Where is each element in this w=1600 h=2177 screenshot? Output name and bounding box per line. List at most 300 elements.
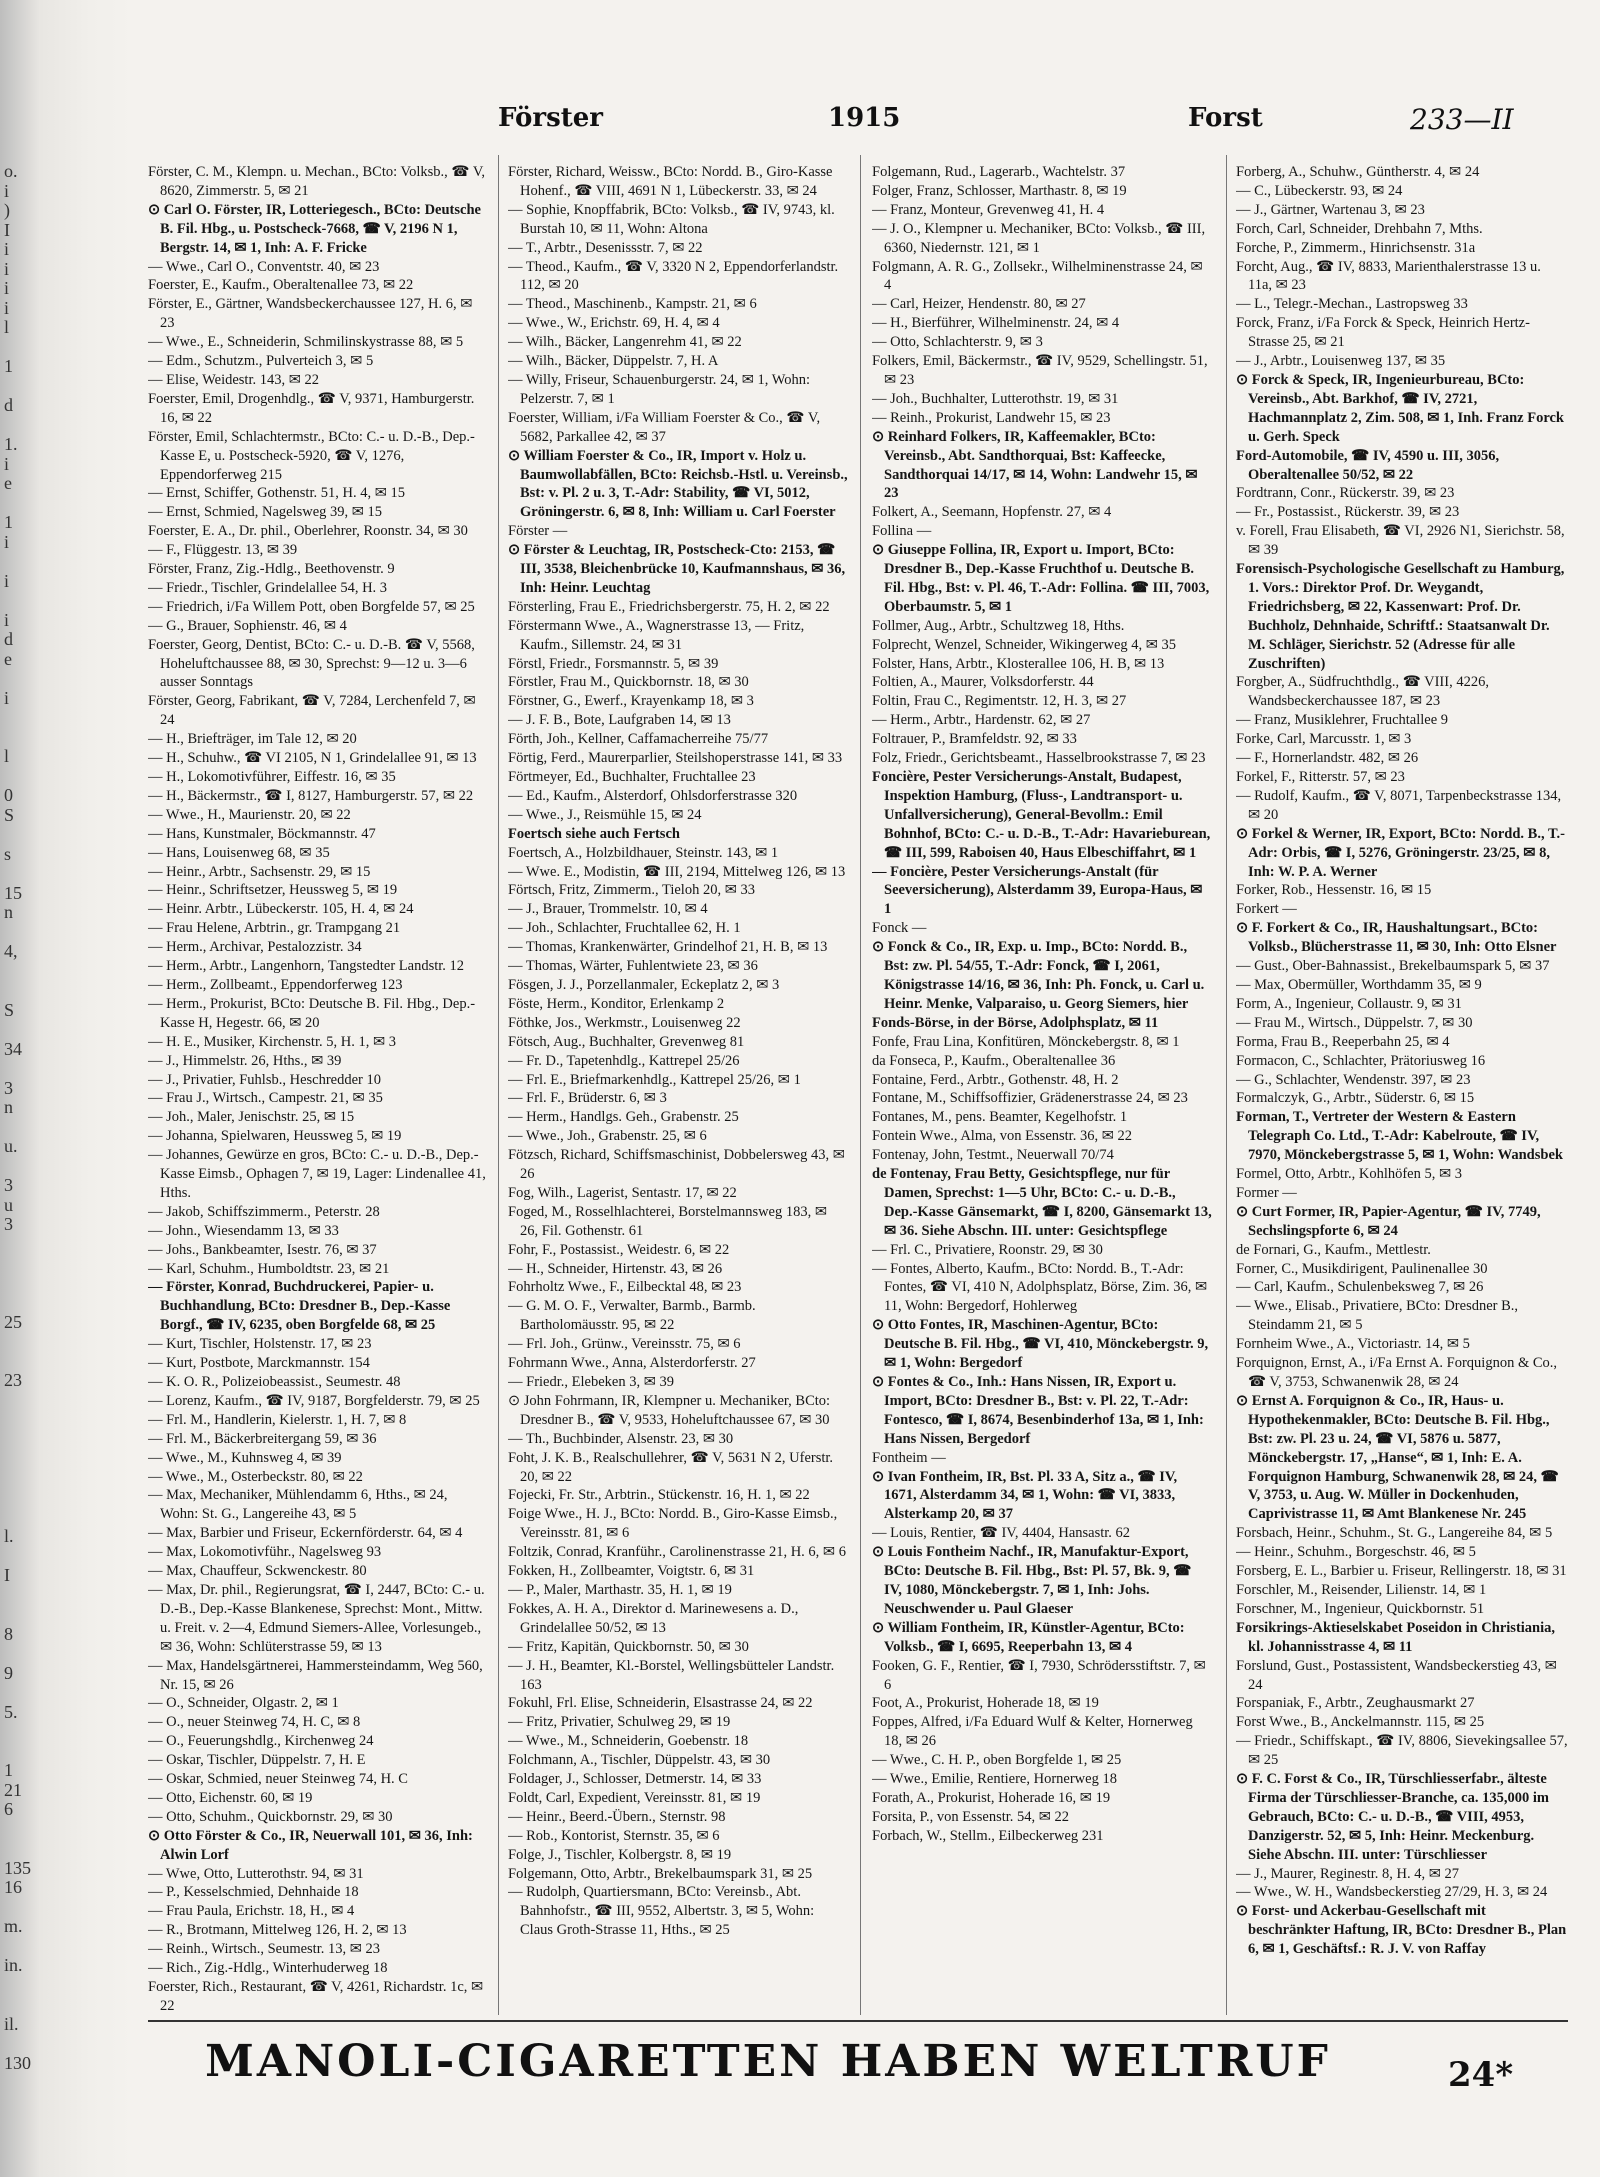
directory-entry: Försterling, Frau E., Friedrichsbergerstr. 75, H. 2, ✉ 22 xyxy=(508,598,830,615)
directory-entry: — Herm., Prokurist, BCto: Deutsche B. Fil. Hbg., Dep.-Kasse H, Hegestr. 66, ✉ 20 xyxy=(148,995,476,1031)
margin-fragment: 34 xyxy=(4,1038,22,1059)
margin-fragment: n xyxy=(4,1097,13,1117)
directory-entry: ⊙ Otto Förster & Co., IR, Neuerwall 101, ✉ 36, Inh: Alwin Lorf xyxy=(148,1827,473,1863)
directory-entry: — Fr. D., Tapetenhdlg., Kattrepel 25/26 xyxy=(508,1052,740,1069)
directory-entry: Folgemann, Rud., Lagerarb., Wachtelstr. 37 xyxy=(872,164,1126,180)
directory-entry: Foldt, Carl, Expedient, Vereinsstr. 81, ✉ 19 xyxy=(508,1789,761,1806)
directory-entry: — T., Arbtr., Desenissstr. 7, ✉ 22 xyxy=(508,239,703,256)
directory-entry: Formacon, C., Schlachter, Prätoriusweg 16 xyxy=(1236,1052,1486,1069)
margin-fragment: I xyxy=(4,219,10,240)
directory-entry: Forgber, A., Südfruchthdlg., ☎ VIII, 4226, Wandsbeckerchaussee 187, ✉ 23 xyxy=(1236,674,1489,710)
margin-fragment: 3 xyxy=(4,1214,13,1234)
directory-entry: — Frl. E., Briefmarkenhdlg., Kattrepel 25/26, ✉ 1 xyxy=(508,1071,801,1088)
margin-fragment: 4, xyxy=(4,941,18,961)
directory-entry: — J., Privatier, Fuhlsb., Heschredder 10 xyxy=(148,1071,381,1088)
directory-entry: ⊙ Louis Fontheim Nachf., IR, Manufaktur-Export, BCto: Deutsche B. Fil. Hbg., Bst: Pl. 57, Bk. 9, ☎ IV, 1080, Mönckebergstr. 7, ✉ 1, Inh: Johs. Neuschwender u. Paul Glaeser xyxy=(872,1544,1192,1617)
margin-fragment: s xyxy=(4,843,12,864)
directory-entry: Förster, Georg, Fabrikant, ☎ V, 7284, Lerchenfeld 7, ✉ 24 xyxy=(148,693,476,729)
directory-entry: — J. H., Beamter, Kl.-Borstel, Wellingsbütteler Landstr. 163 xyxy=(508,1657,835,1693)
margin-fragment: S xyxy=(4,804,15,825)
directory-entry: Forker, Rob., Hessenstr. 16, ✉ 15 xyxy=(1236,882,1432,899)
directory-entry: Foertsch siehe auch Fertsch xyxy=(508,825,680,842)
directory-entry: — H., Schneider, Hirtenstr. 43, ✉ 26 xyxy=(508,1260,723,1277)
directory-entry: Fordtrann, Conr., Rückerstr. 39, ✉ 23 xyxy=(1236,485,1455,502)
directory-entry: — Wilh., Bäcker, Langenrehm 41, ✉ 22 xyxy=(508,334,742,351)
directory-entry: ⊙ Giuseppe Follina, IR, Export u. Import, BCto: Dresdner B., Dep.-Kasse Fruchthof u. Deutsche B. Fil. Hbg., Bst: v. Pl. 46, T.-Adr: Follina. ☎ III, 7003, Oberbaumstr. 5, ✉ 1 xyxy=(872,542,1210,615)
margin-fragment: 135 xyxy=(4,1857,31,1878)
margin-fragment: 3 xyxy=(4,1077,13,1098)
directory-entry: Foppes, Alfred, i/Fa Eduard Wulf & Kelter, Hornerweg 18, ✉ 26 xyxy=(872,1714,1193,1750)
signature-mark: 24* xyxy=(1448,2055,1514,2095)
margin-fragment: i xyxy=(4,258,10,279)
directory-entry: Folgemann, Otto, Arbtr., Brekelbaumspark 31, ✉ 25 xyxy=(508,1865,813,1882)
directory-entry: — Hans, Kunstmaler, Böckmannstr. 47 xyxy=(148,825,376,842)
directory-entry: — Max, Lokomotivführ., Nagelsweg 93 xyxy=(148,1544,382,1561)
directory-entry: Förster — xyxy=(508,523,568,540)
margin-fragment: d xyxy=(4,629,13,649)
directory-entry: Forch, Carl, Schneider, Drehbahn 7, Mths. xyxy=(1236,220,1483,237)
directory-column-3 xyxy=(872,163,1212,2013)
directory-entry: da Fonseca, P., Kaufm., Oberaltenallee 36 xyxy=(872,1052,1116,1069)
directory-entry: ⊙ William Foerster & Co., IR, Import v. Holz u. Baumwollabfällen, BCto: Reichsb.-Hstl. u. Vereinsb., Bst: v. Pl. 2 u. 3, T.-Adr: Stability, ☎ VI, 5012, Gröningerstr. 6, ✉ 8, Inh: William u. Carl Foerster xyxy=(508,447,848,521)
margin-fragment: I xyxy=(4,1565,10,1585)
directory-entry: — Max, Barbier und Friseur, Eckernförderstr. 64, ✉ 4 xyxy=(148,1525,463,1542)
directory-columns xyxy=(148,163,1568,2013)
directory-entry: — Wwe., E., Schneiderin, Schmilinskystrasse 88, ✉ 5 xyxy=(148,334,464,351)
directory-entry: Fontenay, John, Testmt., Neuerwall 70/74 xyxy=(872,1147,1114,1164)
margin-fragment: l xyxy=(4,746,10,766)
directory-entry: — Fritz, Privatier, Schulweg 29, ✉ 19 xyxy=(508,1714,731,1731)
directory-entry: Forsberg, E. L., Barbier u. Friseur, Rellingerstr. 18, ✉ 31 xyxy=(1236,1563,1567,1580)
directory-entry: — Wwe., Joh., Grabenstr. 25, ✉ 6 xyxy=(508,1128,707,1145)
directory-entry: — Friedr., Tischler, Grindelallee 54, H. 3 xyxy=(148,579,388,596)
directory-entry: Ford-Automobile, ☎ IV, 4590 u. III, 3056, Oberaltenallee 50/52, ✉ 22 xyxy=(1236,447,1500,483)
footer-rule xyxy=(148,2020,1568,2022)
directory-entry: — Friedr., Elebeken 3, ✉ 39 xyxy=(508,1374,674,1390)
header-year: 1915 xyxy=(828,103,901,133)
directory-entry: — Reinh., Prokurist, Landwehr 15, ✉ 23 xyxy=(872,409,1111,426)
directory-entry: Foncière, Pester Versicherungs-Anstalt, Budapest, Inspektion Hamburg, (Fluss-, Landtransport- u. Unfallversicherung), General-Bevollm.: Emil Bohnhof, BCto: C.- u. D.-B., T.-Adr: Havarieburean, ☎ III, 599, Raboisen 40, Haus Elbeschiffahrt, ✉ 1 xyxy=(872,769,1211,861)
directory-entry: Fohr, F., Postassist., Weidestr. 6, ✉ 22 xyxy=(508,1241,730,1258)
margin-fragment: 0 xyxy=(4,785,13,805)
directory-entry: de Fontenay, Frau Betty, Gesichtspflege, nur für Damen, Sprechst: 1—5 Uhr, BCto: C.- u. D.-B., Dep.-Kasse Gänsemarkt, ☎ I, 8200, Gänsemarkt 13, ✉ 36. Siehe Abschn. III. unter: Gesichtspflege xyxy=(872,1166,1212,1239)
directory-entry: — Wwe., H., Maurienstr. 20, ✉ 22 xyxy=(148,806,351,823)
directory-entry: — Wwe., W., Erichstr. 69, H. 4, ✉ 4 xyxy=(508,315,720,332)
margin-fragment: l. xyxy=(4,1526,14,1546)
margin-fragment: S xyxy=(4,999,15,1020)
directory-entry: Foertsch, A., Holzbildhauer, Steinstr. 143, ✉ 1 xyxy=(508,844,779,861)
directory-entry: — Oskar, Schmied, neuer Steinweg 74, H. C xyxy=(148,1771,408,1788)
directory-entry: Forslund, Gust., Postassistent, Wandsbeckerstieg 43, ✉ 24 xyxy=(1236,1657,1557,1693)
directory-entry: Fooken, G. F., Rentier, ☎ I, 7930, Schrödersstiftstr. 7, ✉ 6 xyxy=(872,1657,1206,1693)
margin-fragment: in. xyxy=(4,1955,23,1975)
directory-entry: Forke, Carl, Marcusstr. 1, ✉ 3 xyxy=(1236,731,1412,748)
directory-entry: Forberg, A., Schuhw., Güntherstr. 4, ✉ 24 xyxy=(1236,164,1480,180)
directory-entry: Foged, M., Rosselhlachterei, Borstelmannsweg 183, ✉ 26, Fil. Gothenstr. 61 xyxy=(508,1203,828,1239)
margin-fragment: o. xyxy=(4,161,18,181)
advertisement-banner: MANOLI-CIGARETTEN HABEN WELTRUF xyxy=(205,2036,1331,2087)
directory-entry: Foerster, Emil, Drogenhdlg., ☎ V, 9371, Hamburgerstr. 16, ✉ 22 xyxy=(148,390,475,426)
directory-entry: Forma, Frau B., Reeperbahn 25, ✉ 4 xyxy=(1236,1033,1450,1050)
directory-entry: ⊙ Forck & Speck, IR, Ingenieurbureau, BCto: Vereinsb., Abt. Barkhof, ☎ IV, 2721, Hachmannplatz 2, Zim. 508, ✉ 1, Inh. Franz Forck u. Gerh. Speck xyxy=(1236,371,1564,445)
directory-entry: — Reinh., Wirtsch., Seumestr. 13, ✉ 23 xyxy=(148,1941,381,1958)
directory-entry: — H. E., Musiker, Kirchenstr. 5, H. 1, ✉ 3 xyxy=(148,1033,396,1050)
directory-entry: Follmer, Aug., Arbtr., Schultzweg 18, Hths. xyxy=(872,617,1125,634)
margin-fragment: l xyxy=(4,317,10,337)
directory-entry: Förster, C. M., Klempn. u. Mechan., BCto: Volksb., ☎ V, 8620, Zimmerstr. 5, ✉ 21 xyxy=(148,164,486,199)
directory-column-1 xyxy=(148,163,488,2013)
directory-entry: — Frau Paula, Erichstr. 18, H., ✉ 4 xyxy=(148,1903,355,1920)
directory-entry: Foldager, J., Schlosser, Detmerstr. 14, ✉ 33 xyxy=(508,1771,762,1788)
directory-entry: Fontaine, Ferd., Arbtr., Gothenstr. 48, H. 2 xyxy=(872,1071,1119,1088)
directory-entry: Folger, Franz, Schlosser, Marthastr. 8, ✉ 19 xyxy=(872,182,1127,199)
directory-entry: Fonck — xyxy=(872,920,927,937)
directory-entry: — Max, Obermüller, Worthdamm 35, ✉ 9 xyxy=(1236,976,1482,993)
directory-entry: — Hans, Louisenweg 68, ✉ 35 xyxy=(148,844,330,861)
directory-entry: — Willy, Friseur, Schauenburgerstr. 24, ✉ 1, Wohn: Pelzerstr. 7, ✉ 1 xyxy=(508,371,811,407)
directory-entry: v. Forell, Frau Elisabeth, ☎ VI, 2926 N1, Sierichstr. 58, ✉ 39 xyxy=(1236,523,1565,559)
directory-entry: — Fritz, Kapitän, Quickbornstr. 50, ✉ 30 xyxy=(508,1638,749,1655)
directory-entry: — Heinr., Arbtr., Sachsenstr. 29, ✉ 15 xyxy=(148,863,371,880)
directory-entry: ⊙ F. Forkert & Co., IR, Haushaltungsart., BCto: Volksb., Blücherstrasse 11, ✉ 30, Inh: Otto Elsner xyxy=(1236,920,1557,956)
directory-entry: Fontane, M., Schiffsoffizier, Grädenerstrasse 24, ✉ 23 xyxy=(872,1090,1188,1107)
margin-fragment: 25 xyxy=(4,1311,22,1332)
directory-entry: — Kurt, Postbote, Marckmannstr. 154 xyxy=(148,1355,370,1372)
directory-entry: — O., Schneider, Olgastr. 2, ✉ 1 xyxy=(148,1695,339,1712)
directory-entry: — Johanna, Spielwaren, Heussweg 5, ✉ 19 xyxy=(148,1128,402,1145)
directory-entry: — J., Brauer, Trommelstr. 10, ✉ 4 xyxy=(508,901,708,918)
directory-entry: Folprecht, Wenzel, Schneider, Wikingerweg 4, ✉ 35 xyxy=(872,636,1177,653)
directory-entry: Foht, J. K. B., Realschullehrer, ☎ V, 5631 N 2, Uferstr. 20, ✉ 22 xyxy=(508,1449,834,1485)
directory-entry: — F., Hornerlandstr. 482, ✉ 26 xyxy=(1236,750,1419,767)
directory-entry: Forensisch-Psychologische Gesellschaft zu Hamburg, 1. Vors.: Direktor Prof. Dr. Weygandt, Friedrichsberg, ✉ 22, Kassenwart: Prof. Dr. Buchholz, Dehnhaide, Schriftf.: Staatsanwalt Dr. M. Schläger, Sierichstr. 52 (Adresse für alle Zuschriften) xyxy=(1236,561,1565,672)
directory-entry: — J. O., Klempner u. Mechaniker, BCto: Volksb., ☎ III, 6360, Niedernstr. 121, ✉ 1 xyxy=(872,220,1206,256)
directory-entry: — Herm., Zollbeamt., Eppendorferweg 123 xyxy=(148,976,403,993)
directory-entry: Formalczyk, G., Arbtr., Süderstr. 6, ✉ 15 xyxy=(1236,1090,1475,1107)
directory-entry: — Max, Handelsgärtnerei, Hammersteindamm, Weg 560, Nr. 15, ✉ 26 xyxy=(148,1657,483,1693)
directory-entry: Förster, Franz, Zig.-Hdlg., Beethovenstr. 9 xyxy=(148,561,395,578)
directory-entry: — Fontes, Alberto, Kaufm., BCto: Nordd. B., T.-Adr: Fontes, ☎ VI, 410 N, Adolphsplatz, Börse, Zim. 36, ✉ 11, Wohn: Bergedorf, Hohlerweg xyxy=(872,1260,1208,1315)
margin-fragment: i xyxy=(4,297,10,318)
margin-fragment: u xyxy=(4,1194,13,1215)
directory-entry: — Wwe., M., Schneiderin, Goebenstr. 18 xyxy=(508,1733,749,1750)
directory-entry: Fohrmann Wwe., Anna, Alsterdorferstr. 27 xyxy=(508,1355,756,1372)
directory-entry: Foltin, Frau C., Regimentstr. 12, H. 3, ✉ 27 xyxy=(872,693,1127,710)
directory-entry: — Foncière, Pester Versicherungs-Anstalt (für Seeversicherung), Alsterdamm 39, Europa-Haus, ✉ 1 xyxy=(872,863,1203,918)
directory-entry: — G. M. O. F., Verwalter, Barmb., Barmb. Bartholomäusstr. 95, ✉ 22 xyxy=(508,1298,756,1334)
directory-entry: — Wilh., Bäcker, Düppelstr. 7, H. A xyxy=(508,353,719,370)
directory-entry: — O., neuer Steinweg 74, H. C, ✉ 8 xyxy=(148,1714,361,1731)
directory-entry: — Theod., Maschinenb., Kampstr. 21, ✉ 6 xyxy=(508,296,757,313)
directory-entry: Förstner, G., Ewerf., Krayenkamp 18, ✉ 3 xyxy=(508,693,754,710)
directory-entry: — Herm., Arbtr., Hardenstr. 62, ✉ 27 xyxy=(872,712,1091,729)
directory-entry: — Franz, Musiklehrer, Fruchtallee 9 xyxy=(1236,712,1449,729)
directory-entry: — Joh., Buchhalter, Lutterothstr. 19, ✉ 31 xyxy=(872,390,1119,407)
margin-fragment: 23 xyxy=(4,1370,22,1390)
directory-entry: — Fr., Postassist., Rückerstr. 39, ✉ 23 xyxy=(1236,504,1460,521)
directory-entry: — Heinr., Schuhm., Borgeschstr. 46, ✉ 5 xyxy=(1236,1544,1476,1561)
directory-entry: — Ed., Kaufm., Alsterdorf, Ohlsdorferstrasse 320 xyxy=(508,787,798,804)
margin-fragment: i xyxy=(4,278,10,298)
margin-fragment: i xyxy=(4,570,10,591)
directory-entry: — Wwe., J., Reismühle 15, ✉ 24 xyxy=(508,806,702,823)
directory-entry: — J., Himmelstr. 26, Hths., ✉ 39 xyxy=(148,1052,342,1069)
directory-entry: — G., Schlachter, Wendenstr. 397, ✉ 23 xyxy=(1236,1071,1471,1088)
directory-entry: Foltrauer, P., Bramfeldstr. 92, ✉ 33 xyxy=(872,731,1077,748)
directory-entry: Forck, Franz, i/Fa Forck & Speck, Heinrich Hertz-Strasse 25, ✉ 21 xyxy=(1236,315,1530,351)
directory-entry: Förstl, Friedr., Forsmannstr. 5, ✉ 39 xyxy=(508,655,719,672)
directory-entry: — Friedrich, i/Fa Willem Pott, oben Borgfelde 57, ✉ 25 xyxy=(148,598,475,615)
directory-entry: Forschler, M., Reisender, Lilienstr. 14, ✉ 1 xyxy=(1236,1581,1487,1598)
directory-entry: Förth, Joh., Kellner, Caffamacherreihe 75/77 xyxy=(508,731,769,748)
directory-entry: Fontanes, M., pens. Beamter, Kegelhofstr. 1 xyxy=(872,1109,1128,1126)
directory-entry: — Heinr. Arbtr., Lübeckerstr. 105, H. 4, ✉ 24 xyxy=(148,901,414,918)
directory-entry: ⊙ F. C. Forst & Co., IR, Türschliesserfabr., älteste Firma der Türschliesser-Branche, ca. 135,000 im Gebrauch, BCto: C.- u. D.-B., ☎ VIII, 4953, Danzigerstr. 52, ✉ 5, Inh: Heinr. Meckenburg. Siehe Abschn. III. unter: Türschliesser xyxy=(1236,1771,1549,1863)
directory-entry: — J., Arbtr., Louisenweg 137, ✉ 35 xyxy=(1236,353,1446,370)
directory-entry: Förstermann Wwe., A., Wagnerstrasse 13, — Fritz, Kaufm., Sillemstr. 24, ✉ 31 xyxy=(508,617,805,653)
directory-entry: — C., Lübeckerstr. 93, ✉ 24 xyxy=(1236,182,1403,199)
directory-entry: — Wwe. E., Modistin, ☎ III, 2194, Mittelweg 126, ✉ 13 xyxy=(508,863,846,880)
directory-entry: de Fornari, G., Kaufm., Mettlestr. xyxy=(1236,1241,1431,1258)
directory-entry: Fokuhl, Frl. Elise, Schneiderin, Elsastrasse 24, ✉ 22 xyxy=(508,1695,813,1712)
directory-entry: Foerster, E. A., Dr. phil., Oberlehrer, Roonstr. 34, ✉ 30 xyxy=(148,523,468,540)
directory-entry: — Wwe., Emilie, Rentiere, Hornerweg 18 xyxy=(872,1771,1117,1788)
directory-entry: — J., Gärtner, Wartenau 3, ✉ 23 xyxy=(1236,201,1425,218)
directory-entry: ⊙ Ernst A. Forquignon & Co., IR, Haus- u. Hypothekenmakler, BCto: Deutsche B. Fil. Hbg., Bst: zw. Pl. 23 u. 24, ☎ VI, 5876 u. 5877, Mönckebergstr. 17, „Hanse“, ✉ 1, Inh: E. A. Forquignon Hamburg, Schwanenwik 28, ✉ 24, ☎ V, 3753, u. Aug. W. Müller in Dockenhuden, Caprivistrasse 11, ✉ Amt Blankenese Nr. 245 xyxy=(1236,1392,1559,1523)
margin-fragment: ) xyxy=(4,200,10,220)
header-left-keyword: Förster xyxy=(498,103,603,133)
directory-entry: Former — xyxy=(1236,1184,1297,1201)
directory-entry: Förtmeyer, Ed., Buchhalter, Fruchtallee 23 xyxy=(508,769,756,785)
directory-entry: Fojecki, Fr. Str., Arbtrin., Stückenstr. 16, H. 1, ✉ 22 xyxy=(508,1487,810,1504)
directory-entry: — Rob., Kontorist, Sternstr. 35, ✉ 6 xyxy=(508,1827,720,1844)
directory-entry: Förstler, Frau M., Quickbornstr. 18, ✉ 30 xyxy=(508,674,749,691)
directory-entry: — Rudolph, Quartiersmann, BCto: Vereinsb., Abt. Bahnhofstr., ☎ III, 9552, Albertstr. 3, ✉ 5, Wohn: Claus Groth-Strasse 11, Hths., ✉ 25 xyxy=(508,1884,815,1939)
directory-entry: — Ernst, Schmied, Nagelsweg 39, ✉ 15 xyxy=(148,504,383,521)
margin-fragment: 6 xyxy=(4,1799,13,1819)
directory-entry: Foige Wwe., H. J., BCto: Nordd. B., Giro-Kasse Eimsb., Vereinsstr. 81, ✉ 6 xyxy=(508,1506,838,1542)
directory-entry: Förster, Richard, Weissw., BCto: Nordd. B., Giro-Kasse Hohenf., ☎ VIII, 4691 N 1, Lübeckerstr. 33, ✉ 24 xyxy=(508,164,833,199)
margin-fragment: 8 xyxy=(4,1623,13,1644)
directory-entry: — Joh., Maler, Jenischstr. 25, ✉ 15 xyxy=(148,1109,355,1126)
directory-entry: Forbach, W., Stellm., Eilbeckerweg 231 xyxy=(872,1827,1104,1844)
directory-entry: Formel, Otto, Arbtr., Kohlhöfen 5, ✉ 3 xyxy=(1236,1166,1463,1183)
margin-fragment: m. xyxy=(4,1916,23,1936)
directory-entry: Forche, P., Zimmerm., Hinrichsenstr. 31a xyxy=(1236,239,1476,256)
directory-entry: Fokkes, A. H. A., Direktor d. Marinewesens a. D., Grindelallee 50/52, ✉ 13 xyxy=(508,1600,799,1636)
directory-entry: — Wwe., W. H., Wandsbeckerstieg 27/29, H. 3, ✉ 24 xyxy=(1236,1884,1548,1901)
directory-entry: ⊙ Otto Fontes, IR, Maschinen-Agentur, BCto: Deutsche B. Fil. Hbg., ☎ VI, 410, Mönckebergstr. 9, ✉ 1, Wohn: Bergedorf xyxy=(872,1317,1209,1372)
directory-entry: — Th., Buchbinder, Alsenstr. 23, ✉ 30 xyxy=(508,1430,734,1447)
directory-entry: Forkert — xyxy=(1236,901,1297,918)
directory-entry: Folge, J., Tischler, Kolbergstr. 8, ✉ 19 xyxy=(508,1846,732,1863)
directory-entry: — Friedr., Schiffskapt., ☎ IV, 8806, Sievekingsallee 57, ✉ 25 xyxy=(1236,1733,1568,1769)
directory-entry: Förster, Emil, Schlachtermstr., BCto: C.- u. D.-B., Dep.-Kasse E, u. Postscheck-5920, ☎ V, 1276, Eppendorferweg 215 xyxy=(148,428,475,483)
margin-fragment: 1 xyxy=(4,512,13,532)
directory-entry: — L., Telegr.-Mechan., Lastropsweg 33 xyxy=(1236,296,1468,313)
directory-entry: — Thomas, Wärter, Fuhlentwiete 23, ✉ 36 xyxy=(508,958,758,975)
directory-entry: Forschner, M., Ingenieur, Quickbornstr. 51 xyxy=(1236,1600,1485,1617)
directory-entry: Fornheim Wwe., A., Victoriastr. 14, ✉ 5 xyxy=(1236,1336,1470,1353)
directory-entry: ⊙ Forkel & Werner, IR, Export, BCto: Nordd. B., T.-Adr: Orbis, ☎ I, 5276, Gröningerstr. 23/25, ✉ 8, Inh: W. P. A. Werner xyxy=(1236,825,1565,880)
directory-entry: — Max, Mechaniker, Mühlendamm 6, Hths., ✉ 24, Wohn: St. G., Langereihe 43, ✉ 5 xyxy=(148,1487,448,1523)
margin-fragment: 3 xyxy=(4,1175,13,1195)
margin-fragment: 9 xyxy=(4,1662,13,1683)
directory-entry: — Herm., Arbtr., Langenhorn, Tangstedter Landstr. 12 xyxy=(148,958,465,975)
directory-entry: — Wwe., Carl O., Conventstr. 40, ✉ 23 xyxy=(148,258,380,275)
margin-fragment: 21 xyxy=(4,1779,22,1800)
directory-entry: — F., Flüggestr. 13, ✉ 39 xyxy=(148,542,298,559)
directory-entry: — Wwe., C. H. P., oben Borgfelde 1, ✉ 25 xyxy=(872,1752,1122,1769)
directory-entry: — Gust., Ober-Bahnassist., Brekelbaumspark 5, ✉ 37 xyxy=(1236,958,1550,975)
directory-entry: — J. F. B., Bote, Laufgraben 14, ✉ 13 xyxy=(508,712,731,729)
directory-entry: — Karl, Schuhm., Humboldtstr. 23, ✉ 21 xyxy=(148,1260,390,1277)
margin-fragment: i xyxy=(4,609,10,630)
directory-entry: Fontheim — xyxy=(872,1449,946,1466)
directory-entry: Forst Wwe., B., Anckelmannstr. 115, ✉ 25 xyxy=(1236,1714,1485,1731)
margin-fragment: d xyxy=(4,395,13,415)
directory-entry: — Elise, Weidestr. 143, ✉ 22 xyxy=(148,371,320,388)
directory-entry: — Edm., Schutzm., Pulverteich 3, ✉ 5 xyxy=(148,353,374,370)
directory-entry: Fonds-Börse, in der Börse, Adolphsplatz, ✉ 11 xyxy=(872,1014,1159,1031)
directory-entry: — H., Lokomotivführer, Eiffestr. 16, ✉ 35 xyxy=(148,769,396,785)
directory-entry: Folkert, A., Seemann, Hopfenstr. 27, ✉ 4 xyxy=(872,504,1112,521)
header-right-keyword: Forst xyxy=(1188,103,1263,133)
directory-entry: Fötsch, Aug., Buchhalter, Grevenweg 81 xyxy=(508,1033,745,1050)
directory-entry: — Johannes, Gewürze en gros, BCto: C.- u. D.-B., Dep.-Kasse Eimsb., Ophagen 7, ✉ 19, Lager: Lindenallee 41, Hths. xyxy=(148,1147,486,1201)
directory-entry: Föthke, Jos., Werkmstr., Louisenweg 22 xyxy=(508,1014,741,1031)
directory-entry: — Carl, Kaufm., Schulenbeksweg 7, ✉ 26 xyxy=(1236,1279,1484,1296)
margin-fragment: e xyxy=(4,473,12,493)
directory-entry: Foerster, Georg, Dentist, BCto: C.- u. D.-B. ☎ V, 5568, Hoheluftchaussee 88, ✉ 30, Sprechst: 9—12 u. 3—6 ausser Sonntags xyxy=(148,636,475,691)
directory-entry: — O., Feuerungshdlg., Kirchenweg 24 xyxy=(148,1733,374,1750)
directory-entry: Forquignon, Ernst, A., i/Fa Ernst A. Forquignon & Co., ☎ V, 3753, Schwanenwik 28, ✉ 24 xyxy=(1236,1355,1558,1390)
directory-entry: Forcht, Aug., ☎ IV, 8833, Marienthalerstrasse 13 u. 11a, ✉ 23 xyxy=(1236,258,1541,294)
directory-entry: — Otto, Schlachterstr. 9, ✉ 3 xyxy=(872,334,1043,351)
directory-entry: — J., Maurer, Reginestr. 8, H. 4, ✉ 27 xyxy=(1236,1865,1460,1882)
directory-entry: — Frl. C., Privatiere, Roonstr. 29, ✉ 30 xyxy=(872,1241,1103,1258)
directory-entry: Forspaniak, F., Arbtr., Zeughausmarkt 27 xyxy=(1236,1695,1475,1712)
header-page-number: 233—II xyxy=(1410,103,1514,136)
directory-entry: — H., Briefträger, im Tale 12, ✉ 20 xyxy=(148,731,357,748)
directory-entry: — Sophie, Knopffabrik, BCto: Volksb., ☎ IV, 9743, kl. Burstah 10, ✉ 11, Wohn: Altona xyxy=(508,201,835,237)
running-header xyxy=(148,95,1568,145)
directory-entry: — Herm., Handlgs. Geh., Grabenstr. 25 xyxy=(508,1109,739,1126)
directory-entry: — Ernst, Schiffer, Gothenstr. 51, H. 4, ✉ 15 xyxy=(148,485,405,502)
directory-entry: Foerster, Rich., Restaurant, ☎ V, 4261, Richardstr. 1c, ✉ 22 xyxy=(148,1979,484,2013)
directory-entry: Fohrholtz Wwe., F., Eilbecktal 48, ✉ 23 xyxy=(508,1279,742,1296)
directory-entry: — Otto, Eichenstr. 60, ✉ 19 xyxy=(148,1789,313,1806)
directory-entry: — Otto, Schuhm., Quickbornstr. 29, ✉ 30 xyxy=(148,1808,393,1825)
directory-entry: Folchmann, A., Tischler, Düppelstr. 43, ✉ 30 xyxy=(508,1752,771,1769)
directory-entry: ⊙ William Fontheim, IR, Künstler-Agentur, BCto: Volksb., ☎ I, 6695, Reeperbahn 13, ✉ 4 xyxy=(872,1619,1185,1655)
margin-fragment: 1 xyxy=(4,1760,13,1780)
directory-column-2 xyxy=(508,163,848,2013)
directory-entry: ⊙ Fontes & Co., Inh.: Hans Nissen, IR, Export u. Import, BCto: Dresdner B., Bst: v. Pl. 22, T.-Adr: Fontesco, ☎ I, 8674, Besenbinderhof 13a, ✉ 1, Inh: Hans Nissen, Bergedorf xyxy=(872,1374,1204,1447)
directory-entry: — Kurt, Tischler, Holstenstr. 17, ✉ 23 xyxy=(148,1336,372,1353)
directory-entry: Föste, Herm., Konditor, Erlenkamp 2 xyxy=(508,995,725,1012)
directory-entry: — Frl. F., Brüderstr. 6, ✉ 3 xyxy=(508,1090,667,1107)
directory-entry: — Franz, Monteur, Grevenweg 41, H. 4 xyxy=(872,201,1105,218)
margin-fragment: 16 xyxy=(4,1877,22,1897)
directory-entry: ⊙ Carl O. Förster, IR, Lotteriegesch., BCto: Deutsche B. Fil. Hbg., u. Postscheck-7668, ☎ V, 2196 N 1, Bergstr. 14, ✉ 1, Inh: A. F. Fricke xyxy=(148,201,481,256)
directory-entry: Forkel, F., Ritterstr. 57, ✉ 23 xyxy=(1236,769,1405,785)
directory-entry: Fontein Wwe., Alma, von Essenstr. 36, ✉ 22 xyxy=(872,1128,1132,1145)
directory-entry: — Frau M., Wirtsch., Düppelstr. 7, ✉ 30 xyxy=(1236,1014,1473,1031)
directory-entry: — Frl. M., Bäckerbreitergang 59, ✉ 36 xyxy=(148,1430,377,1447)
margin-fragment: 5. xyxy=(4,1701,18,1722)
directory-entry: Foltien, A., Maurer, Volksdorferstr. 44 xyxy=(872,674,1094,691)
directory-entry: — John., Wiesendamm 13, ✉ 33 xyxy=(148,1222,339,1239)
directory-entry: — Wwe., M., Kuhnsweg 4, ✉ 39 xyxy=(148,1449,342,1466)
directory-entry: ⊙ Forst- und Ackerbau-Gesellschaft mit beschränkter Haftung, IR, BCto: Dresdner B., Plan 6, ✉ 1, Geschäftsf.: R. J. V. von Raffay xyxy=(1236,1903,1567,1958)
directory-entry: — Jakob, Schiffszimmerm., Peterstr. 28 xyxy=(148,1203,380,1220)
directory-entry: Fötzsch, Richard, Schiffsmaschinist, Dobbelersweg 43, ✉ 26 xyxy=(508,1147,845,1183)
directory-entry: — H., Bierführer, Wilhelminenstr. 24, ✉ 4 xyxy=(872,315,1120,332)
margin-fragment: n xyxy=(4,902,13,922)
directory-entry: — G., Brauer, Sophienstr. 46, ✉ 4 xyxy=(148,617,347,634)
directory-entry: Förtig, Ferd., Maurerparlier, Steilshoperstrasse 141, ✉ 33 xyxy=(508,750,843,767)
directory-entry: Form, A., Ingenieur, Collaustr. 9, ✉ 31 xyxy=(1236,995,1462,1012)
directory-entry: — Oskar, Tischler, Düppelstr. 7, H. E xyxy=(148,1752,366,1769)
margin-fragment: i xyxy=(4,239,10,259)
directory-entry: Foerster, William, i/Fa William Foerster & Co., ☎ V, 5682, Parkallee 42, ✉ 37 xyxy=(508,409,821,445)
margin-fragment: e xyxy=(4,648,12,669)
directory-entry: — R., Brotmann, Mittelweg 126, H. 2, ✉ 13 xyxy=(148,1922,407,1939)
directory-entry: — Louis, Rentier, ☎ IV, 4404, Hansastr. 62 xyxy=(872,1525,1131,1542)
directory-entry: Forsbach, Heinr., Schuhm., St. G., Langereihe 84, ✉ 5 xyxy=(1236,1525,1553,1542)
directory-entry: Foltzik, Conrad, Kranführ., Carolinenstrasse 21, H. 6, ✉ 6 xyxy=(508,1544,846,1561)
directory-entry: — Frl. Joh., Grünw., Vereinsstr. 75, ✉ 6 xyxy=(508,1336,741,1353)
directory-entry: — H., Bäckermstr., ☎ I, 8127, Hamburgerstr. 57, ✉ 22 xyxy=(148,787,474,804)
margin-fragment: 1 xyxy=(4,356,13,376)
directory-entry: — Lorenz, Kaufm., ☎ IV, 9187, Borgfelderstr. 79, ✉ 25 xyxy=(148,1392,480,1409)
directory-entry: — Rich., Zig.-Hdlg., Winterhuderweg 18 xyxy=(148,1960,388,1977)
margin-fragment: u. xyxy=(4,1136,18,1156)
directory-entry: — Frl. M., Handlerin, Kielerstr. 1, H. 7, ✉ 8 xyxy=(148,1411,407,1428)
directory-entry: Folgmann, A. R. G., Zollsekr., Wilhelminenstrasse 24, ✉ 4 xyxy=(872,258,1203,294)
directory-page xyxy=(148,95,1568,2155)
directory-entry: Forman, T., Vertreter der Western & Eastern Telegraph Co. Ltd., T.-Adr: Kabelroute, ☎ IV, 7970, Mönckebergstrasse 5, ✉ 1, Wohn: Wandsbek xyxy=(1236,1109,1563,1164)
margin-fragment: il. xyxy=(4,2013,19,2034)
directory-entry: Folkers, Emil, Bäckermstr., ☎ IV, 9529, Schellingstr. 51, ✉ 23 xyxy=(872,353,1208,388)
directory-entry: — Rudolf, Kaufm., ☎ V, 8071, Tarpenbeckstrasse 134, ✉ 20 xyxy=(1236,787,1562,823)
margin-fragment: i xyxy=(4,531,10,552)
directory-entry: — Thomas, Krankenwärter, Grindelhof 21, H. B, ✉ 13 xyxy=(508,939,828,956)
directory-entry: — Herm., Archivar, Pestalozzistr. 34 xyxy=(148,939,362,956)
directory-column-4 xyxy=(1236,163,1568,2013)
directory-entry: Foot, A., Prokurist, Hoherade 18, ✉ 19 xyxy=(872,1695,1099,1712)
directory-entry: — P., Kesselschmied, Dehnhaide 18 xyxy=(148,1884,359,1901)
directory-entry: — Max, Dr. phil., Regierungsrat, ☎ I, 2447, BCto: C.- u. D.-B., Dep.-Kasse Blankenese, Sprechst: Mont., Mittw. u. Freit. v. 2—4, Edmund Siemers-Allee, Vorlesungeb., ✉ 36, Wohn: Schlüterstrasse 59, ✉ 13 xyxy=(148,1581,485,1655)
margin-fragment: i xyxy=(4,453,10,474)
directory-entry: Forath, A., Prokurist, Hoherade 16, ✉ 19 xyxy=(872,1789,1111,1806)
directory-entry: ⊙ Fonck & Co., IR, Exp. u. Imp., BCto: Nordd. B., Bst: zw. Pl. 54/55, T.-Adr: Fonck, ☎ I, 2061, Königstrasse 14/16, ✉ 36, Inh: Ph. Fonck, u. Carl u. Heinr. Menke, Valparaiso, u. Georg Siemers, hier xyxy=(872,939,1205,1012)
directory-entry: Fösgen, J. J., Porzellanmaler, Eckeplatz 2, ✉ 3 xyxy=(508,976,780,993)
directory-entry: — Max, Chauffeur, Sckwenckestr. 80 xyxy=(148,1563,367,1580)
margin-fragment: 1. xyxy=(4,434,18,454)
directory-entry: — Heinr., Beerd.-Übern., Sternstr. 98 xyxy=(508,1808,726,1825)
margin-fragment: i xyxy=(4,180,10,201)
directory-entry: — Carl, Heizer, Hendenstr. 80, ✉ 27 xyxy=(872,296,1086,313)
directory-entry: Foerster, E., Kaufm., Oberaltenallee 73, ✉ 22 xyxy=(148,277,414,294)
directory-entry: — K. O. R., Polizeiobeassist., Seumestr. 48 xyxy=(148,1374,401,1390)
directory-entry: — Frau Helene, Arbtrin., gr. Trampgang 21 xyxy=(148,920,401,937)
directory-entry: — P., Maler, Marthastr. 35, H. 1, ✉ 19 xyxy=(508,1581,732,1598)
directory-entry: Forsikrings-Aktieselskabet Poseidon in Christiania, kl. Johannisstrasse 4, ✉ 11 xyxy=(1236,1619,1556,1655)
directory-entry: Folz, Friedr., Gerichtsbeamt., Hasselbrookstrasse 7, ✉ 23 xyxy=(872,750,1206,767)
directory-entry: ⊙ Curt Former, IR, Papier-Agentur, ☎ IV, 7749, Sechslingspforte 6, ✉ 24 xyxy=(1236,1203,1541,1239)
